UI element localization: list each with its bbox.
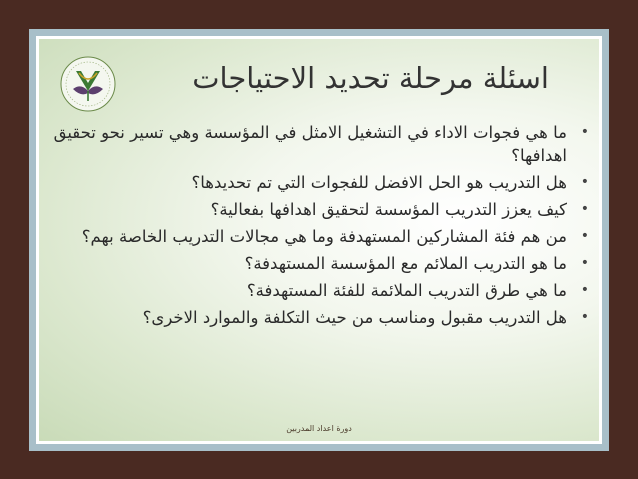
organization-logo-icon [59, 55, 117, 113]
slide-inner-frame [36, 36, 602, 444]
bullet-text: ما هو التدريب الملائم مع المؤسسة المستهدفة؟ [244, 254, 567, 273]
bullet-text: كيف يعزز التدريب المؤسسة لتحقيق اهدافها بفعالية؟ [210, 200, 567, 219]
bullet-icon: • [580, 255, 589, 271]
bullet-item [39, 171, 595, 194]
bullet-icon: • [580, 228, 589, 244]
bullet-item [39, 225, 595, 248]
bullet-text: هل التدريب مقبول ومناسب من حيث التكلفة والموارد الاخرى؟ [142, 308, 567, 327]
bullet-text: ما هي طرق التدريب الملائمة للفئة المستهدفة؟ [246, 281, 567, 300]
bullet-icon: • [580, 309, 589, 325]
bullet-text: هل التدريب هو الحل الافضل للفجوات التي تم تحديدها؟ [191, 173, 567, 192]
bullet-icon: • [580, 282, 589, 298]
bullet-item [39, 279, 595, 302]
bullet-text: من هم فئة المشاركين المستهدفة وما هي مجالات التدريب الخاصة بهم؟ [81, 227, 567, 246]
bullet-icon: • [580, 201, 589, 217]
bullet-item [39, 252, 595, 275]
slide-footer: دورة اعداد المدربين [286, 424, 352, 433]
slide-outer-frame [29, 29, 609, 451]
bullet-icon: • [580, 174, 589, 190]
bullet-item [39, 306, 595, 329]
slide-title: اسئلة مرحلة تحديد الاحتياجات [192, 61, 549, 95]
slide [39, 39, 599, 441]
bullet-icon: • [580, 124, 589, 140]
bullet-list [39, 121, 595, 333]
bullet-item [39, 198, 595, 221]
bullet-item [39, 121, 595, 167]
bullet-text: ما هي فجوات الاداء في التشغيل الامثل في المؤسسة وهي تسير نحو تحقيق اهدافها؟ [53, 123, 567, 165]
